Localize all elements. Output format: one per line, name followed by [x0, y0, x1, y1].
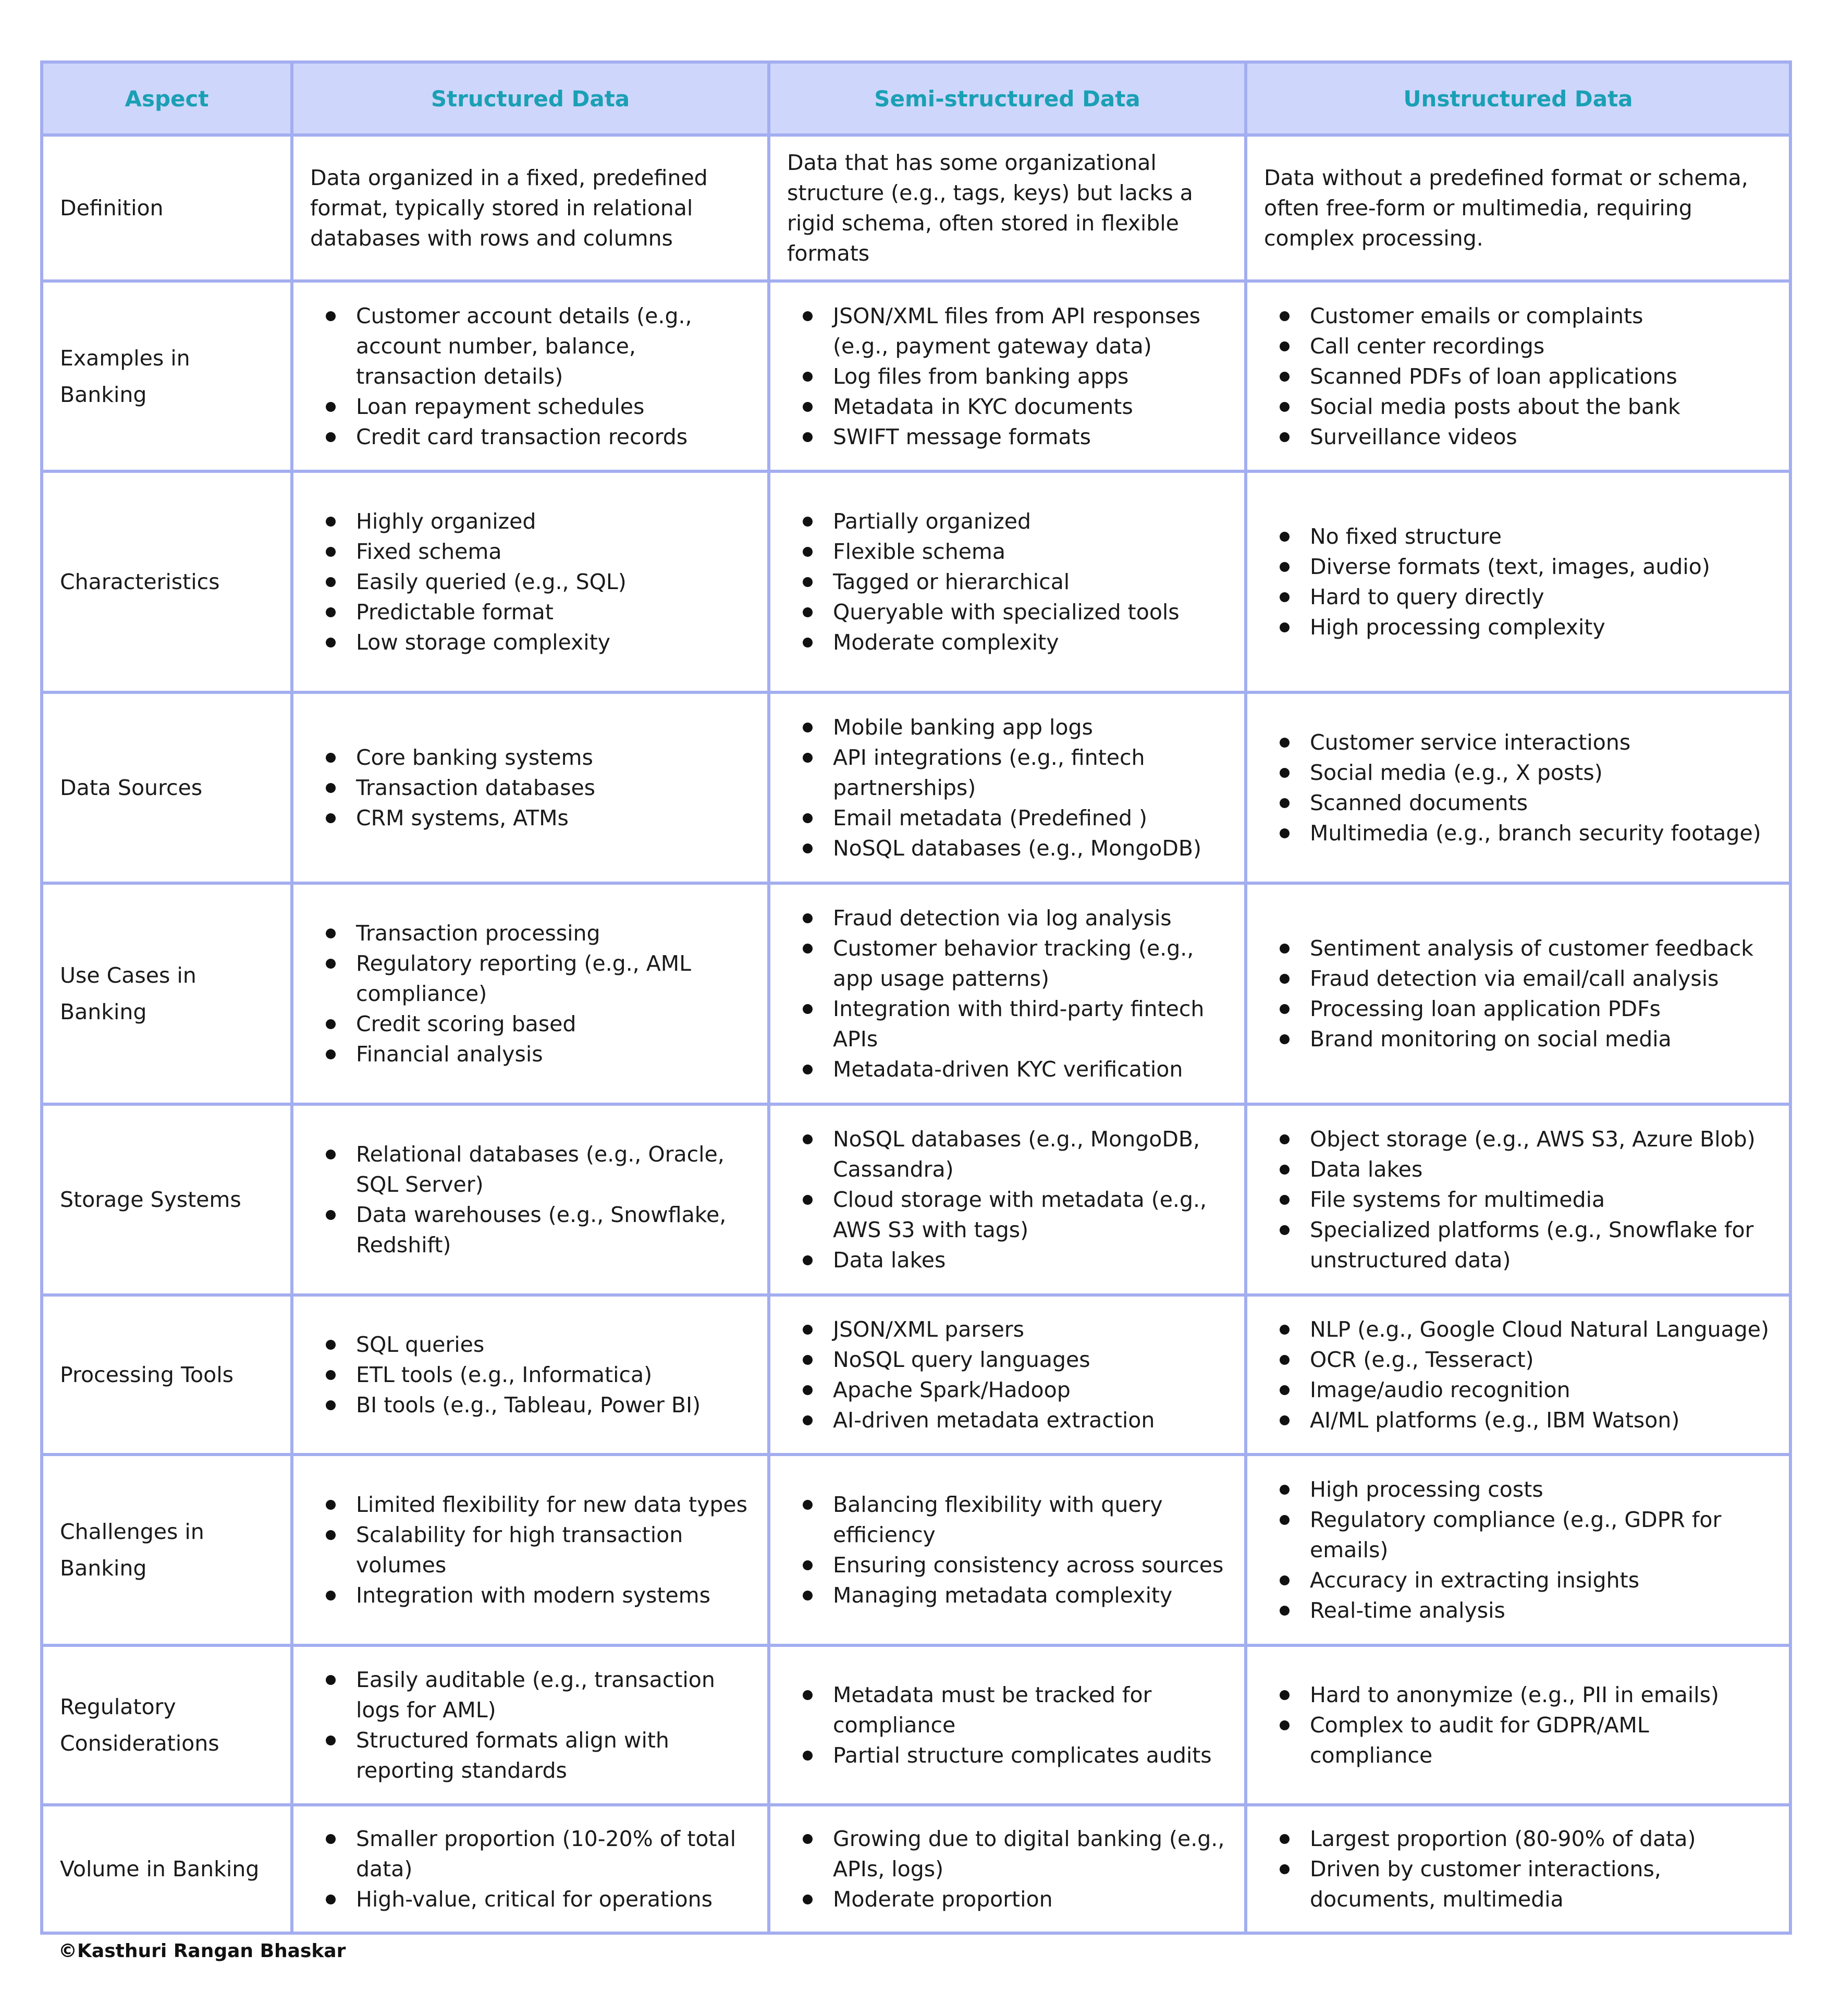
- bullet-list: [310, 1489, 751, 1610]
- structured-cell: [292, 692, 769, 883]
- list-item: Fraud detection via email/call analysis: [1278, 963, 1772, 994]
- list-item: File systems for multimedia: [1278, 1184, 1772, 1215]
- table-row: [42, 135, 1790, 281]
- list-item: Customer account details (e.g., account number, balance, transaction details): [324, 301, 751, 392]
- list-item: Call center recordings: [1278, 331, 1772, 361]
- list-item: Easily queried (e.g., SQL): [324, 567, 751, 597]
- list-item: Metadata in KYC documents: [801, 392, 1227, 422]
- table-row: [42, 1104, 1790, 1295]
- bullet-list: [787, 712, 1227, 863]
- semi-structured-cell: [769, 1295, 1246, 1455]
- bullet-list: [787, 1824, 1227, 1914]
- structured-cell: [292, 1295, 769, 1455]
- list-item: NoSQL query languages: [801, 1345, 1227, 1375]
- list-item: Real-time analysis: [1278, 1595, 1772, 1626]
- bullet-list: [787, 1124, 1227, 1275]
- table-row: [42, 1295, 1790, 1455]
- semi-structured-cell: [769, 281, 1246, 471]
- list-item: NoSQL databases (e.g., MongoDB): [801, 833, 1227, 863]
- aspect-cell: Data Sources: [42, 692, 292, 883]
- list-item: Scalability for high transaction volumes: [324, 1520, 751, 1580]
- table-row: [42, 471, 1790, 692]
- semi-structured-cell: [769, 471, 1246, 692]
- bullet-list: [787, 301, 1227, 452]
- bullet-list: [310, 1665, 751, 1786]
- list-item: Scanned documents: [1278, 788, 1772, 818]
- structured-cell: [292, 281, 769, 471]
- structured-cell: [292, 1104, 769, 1295]
- list-item: Diverse formats (text, images, audio): [1278, 552, 1772, 582]
- header-aspect: Aspect: [42, 62, 292, 135]
- list-item: Balancing flexibility with query efficiency: [801, 1489, 1227, 1550]
- unstructured-cell: [1246, 281, 1790, 471]
- list-item: Tagged or hierarchical: [801, 567, 1227, 597]
- list-item: Credit card transaction records: [324, 422, 751, 452]
- semi-structured-cell: [769, 1104, 1246, 1295]
- unstructured-cell: Data without a predefined format or schema, often free-form or multimedia, requiring complex processing.: [1246, 135, 1790, 281]
- list-item: Transaction databases: [324, 773, 751, 803]
- structured-cell: [292, 1645, 769, 1805]
- list-item: NoSQL databases (e.g., MongoDB, Cassandra): [801, 1124, 1227, 1184]
- list-item: Cloud storage with metadata (e.g., AWS S3 with tags): [801, 1184, 1227, 1245]
- unstructured-cell: [1246, 1295, 1790, 1455]
- list-item: Customer emails or complaints: [1278, 301, 1772, 331]
- list-item: AI/ML platforms (e.g., IBM Watson): [1278, 1405, 1772, 1435]
- list-item: Accuracy in extracting insights: [1278, 1565, 1772, 1595]
- aspect-cell: Processing Tools: [42, 1295, 292, 1455]
- list-item: Customer behavior tracking (e.g., app usage patterns): [801, 933, 1227, 994]
- bullet-list: [787, 1680, 1227, 1770]
- structured-cell: [292, 1455, 769, 1645]
- list-item: Image/audio recognition: [1278, 1375, 1772, 1405]
- list-item: Integration with third-party fintech APIs: [801, 994, 1227, 1054]
- aspect-cell: Characteristics: [42, 471, 292, 692]
- list-item: Moderate proportion: [801, 1884, 1227, 1914]
- list-item: SQL queries: [324, 1329, 751, 1360]
- list-item: Largest proportion (80-90% of data): [1278, 1824, 1772, 1854]
- bullet-list: [787, 506, 1227, 657]
- list-item: Data lakes: [1278, 1154, 1772, 1184]
- list-item: Data lakes: [801, 1245, 1227, 1275]
- list-item: Data warehouses (e.g., Snowflake, Redshift): [324, 1200, 751, 1260]
- bullet-list: [787, 903, 1227, 1084]
- structured-cell: Data organized in a fixed, predefined format, typically stored in relational databases with rows and columns: [292, 135, 769, 281]
- unstructured-cell: [1246, 1645, 1790, 1805]
- structured-cell: [292, 1805, 769, 1933]
- list-item: Scanned PDFs of loan applications: [1278, 361, 1772, 392]
- list-item: Social media (e.g., X posts): [1278, 757, 1772, 788]
- list-item: API integrations (e.g., fintech partnerships): [801, 742, 1227, 803]
- bullet-list: [1264, 933, 1772, 1054]
- list-item: Multimedia (e.g., branch security footage): [1278, 818, 1772, 848]
- list-item: Email metadata (Predefined ): [801, 803, 1227, 833]
- semi-structured-cell: [769, 692, 1246, 883]
- list-item: NLP (e.g., Google Cloud Natural Language): [1278, 1314, 1772, 1345]
- bullet-list: [1264, 521, 1772, 642]
- list-item: Ensuring consistency across sources: [801, 1550, 1227, 1580]
- bullet-list: [310, 301, 751, 452]
- list-item: Relational databases (e.g., Oracle, SQL Server): [324, 1139, 751, 1200]
- list-item: Partial structure complicates audits: [801, 1740, 1227, 1770]
- list-item: Queryable with specialized tools: [801, 597, 1227, 627]
- copyright-notice: ©Kasthuri Rangan Bhaskar: [58, 1940, 346, 1962]
- semi-structured-cell: Data that has some organizational structure (e.g., tags, keys) but lacks a rigid schema, often stored in flexible formats: [769, 135, 1246, 281]
- bullet-list: [310, 1139, 751, 1260]
- list-item: Complex to audit for GDPR/AML compliance: [1278, 1710, 1772, 1770]
- bullet-list: [310, 918, 751, 1069]
- unstructured-cell: [1246, 1104, 1790, 1295]
- header-structured: Structured Data: [292, 62, 769, 135]
- semi-structured-cell: [769, 1645, 1246, 1805]
- list-item: CRM systems, ATMs: [324, 803, 751, 833]
- list-item: OCR (e.g., Tesseract): [1278, 1345, 1772, 1375]
- table-row: [42, 1645, 1790, 1805]
- list-item: Customer service interactions: [1278, 727, 1772, 757]
- semi-structured-cell: [769, 1805, 1246, 1933]
- bullet-list: [1264, 1124, 1772, 1275]
- semi-structured-cell: [769, 883, 1246, 1104]
- list-item: Hard to query directly: [1278, 582, 1772, 612]
- list-item: No fixed structure: [1278, 521, 1772, 552]
- list-item: Driven by customer interactions, documents, multimedia: [1278, 1854, 1772, 1914]
- list-item: Fraud detection via log analysis: [801, 903, 1227, 933]
- unstructured-cell: [1246, 471, 1790, 692]
- list-item: Predictable format: [324, 597, 751, 627]
- aspect-cell: Storage Systems: [42, 1104, 292, 1295]
- list-item: Easily auditable (e.g., transaction logs for AML): [324, 1665, 751, 1725]
- list-item: Moderate complexity: [801, 627, 1227, 657]
- unstructured-cell: [1246, 1805, 1790, 1933]
- list-item: Processing loan application PDFs: [1278, 994, 1772, 1024]
- list-item: Object storage (e.g., AWS S3, Azure Blob): [1278, 1124, 1772, 1154]
- header-unstructured: Unstructured Data: [1246, 62, 1790, 135]
- table-body: [42, 135, 1790, 1933]
- list-item: Specialized platforms (e.g., Snowflake for unstructured data): [1278, 1215, 1772, 1275]
- list-item: AI-driven metadata extraction: [801, 1405, 1227, 1435]
- list-item: Social media posts about the bank: [1278, 392, 1772, 422]
- structured-cell: [292, 883, 769, 1104]
- list-item: Loan repayment schedules: [324, 392, 751, 422]
- list-item: Apache Spark/Hadoop: [801, 1375, 1227, 1405]
- unstructured-cell: [1246, 1455, 1790, 1645]
- list-item: Growing due to digital banking (e.g., APIs, logs): [801, 1824, 1227, 1884]
- bullet-list: [1264, 1474, 1772, 1626]
- bullet-list: [1264, 301, 1772, 452]
- list-item: Smaller proportion (10-20% of total data): [324, 1824, 751, 1884]
- bullet-list: [310, 1329, 751, 1420]
- list-item: Flexible schema: [801, 536, 1227, 567]
- list-item: Structured formats align with reporting standards: [324, 1725, 751, 1786]
- table-row: [42, 1455, 1790, 1645]
- list-item: Limited flexibility for new data types: [324, 1489, 751, 1520]
- list-item: Highly organized: [324, 506, 751, 536]
- aspect-cell: Regulatory Considerations: [42, 1645, 292, 1805]
- bullet-list: [787, 1489, 1227, 1610]
- list-item: BI tools (e.g., Tableau, Power BI): [324, 1390, 751, 1420]
- list-item: Sentiment analysis of customer feedback: [1278, 933, 1772, 963]
- bullet-list: [310, 1824, 751, 1914]
- list-item: Low storage complexity: [324, 627, 751, 657]
- bullet-list: [310, 506, 751, 657]
- list-item: Metadata-driven KYC verification: [801, 1054, 1227, 1084]
- table-row: [42, 692, 1790, 883]
- list-item: Partially organized: [801, 506, 1227, 536]
- header-row: [42, 62, 1790, 135]
- comparison-table: [40, 60, 1792, 1935]
- list-item: Transaction processing: [324, 918, 751, 948]
- list-item: JSON/XML files from API responses (e.g., payment gateway data): [801, 301, 1227, 361]
- semi-structured-cell: [769, 1455, 1246, 1645]
- list-item: High processing complexity: [1278, 612, 1772, 642]
- list-item: High-value, critical for operations: [324, 1884, 751, 1914]
- list-item: ETL tools (e.g., Informatica): [324, 1360, 751, 1390]
- list-item: Fixed schema: [324, 536, 751, 567]
- list-item: Core banking systems: [324, 742, 751, 773]
- aspect-cell: Definition: [42, 135, 292, 281]
- bullet-list: [1264, 1680, 1772, 1770]
- list-item: Surveillance videos: [1278, 422, 1772, 452]
- list-item: Regulatory reporting (e.g., AML compliance): [324, 948, 751, 1009]
- bullet-list: [787, 1314, 1227, 1435]
- bullet-list: [1264, 1314, 1772, 1435]
- bullet-list: [1264, 727, 1772, 848]
- header-semi-structured: Semi-structured Data: [769, 62, 1246, 135]
- list-item: JSON/XML parsers: [801, 1314, 1227, 1345]
- list-item: Financial analysis: [324, 1039, 751, 1069]
- list-item: Integration with modern systems: [324, 1580, 751, 1610]
- list-item: Regulatory compliance (e.g., GDPR for emails): [1278, 1505, 1772, 1565]
- aspect-cell: Examples in Banking: [42, 281, 292, 471]
- list-item: Metadata must be tracked for compliance: [801, 1680, 1227, 1740]
- bullet-list: [310, 742, 751, 833]
- list-item: Brand monitoring on social media: [1278, 1024, 1772, 1054]
- list-item: Managing metadata complexity: [801, 1580, 1227, 1610]
- list-item: Credit scoring based: [324, 1009, 751, 1039]
- table-row: [42, 883, 1790, 1104]
- list-item: Hard to anonymize (e.g., PII in emails): [1278, 1680, 1772, 1710]
- list-item: Mobile banking app logs: [801, 712, 1227, 742]
- aspect-cell: Volume in Banking: [42, 1805, 292, 1933]
- list-item: Log files from banking apps: [801, 361, 1227, 392]
- list-item: High processing costs: [1278, 1474, 1772, 1505]
- unstructured-cell: [1246, 883, 1790, 1104]
- table-row: [42, 281, 1790, 471]
- table-row: [42, 1805, 1790, 1933]
- aspect-cell: Challenges in Banking: [42, 1455, 292, 1645]
- unstructured-cell: [1246, 692, 1790, 883]
- aspect-cell: Use Cases in Banking: [42, 883, 292, 1104]
- structured-cell: [292, 471, 769, 692]
- list-item: SWIFT message formats: [801, 422, 1227, 452]
- bullet-list: [1264, 1824, 1772, 1914]
